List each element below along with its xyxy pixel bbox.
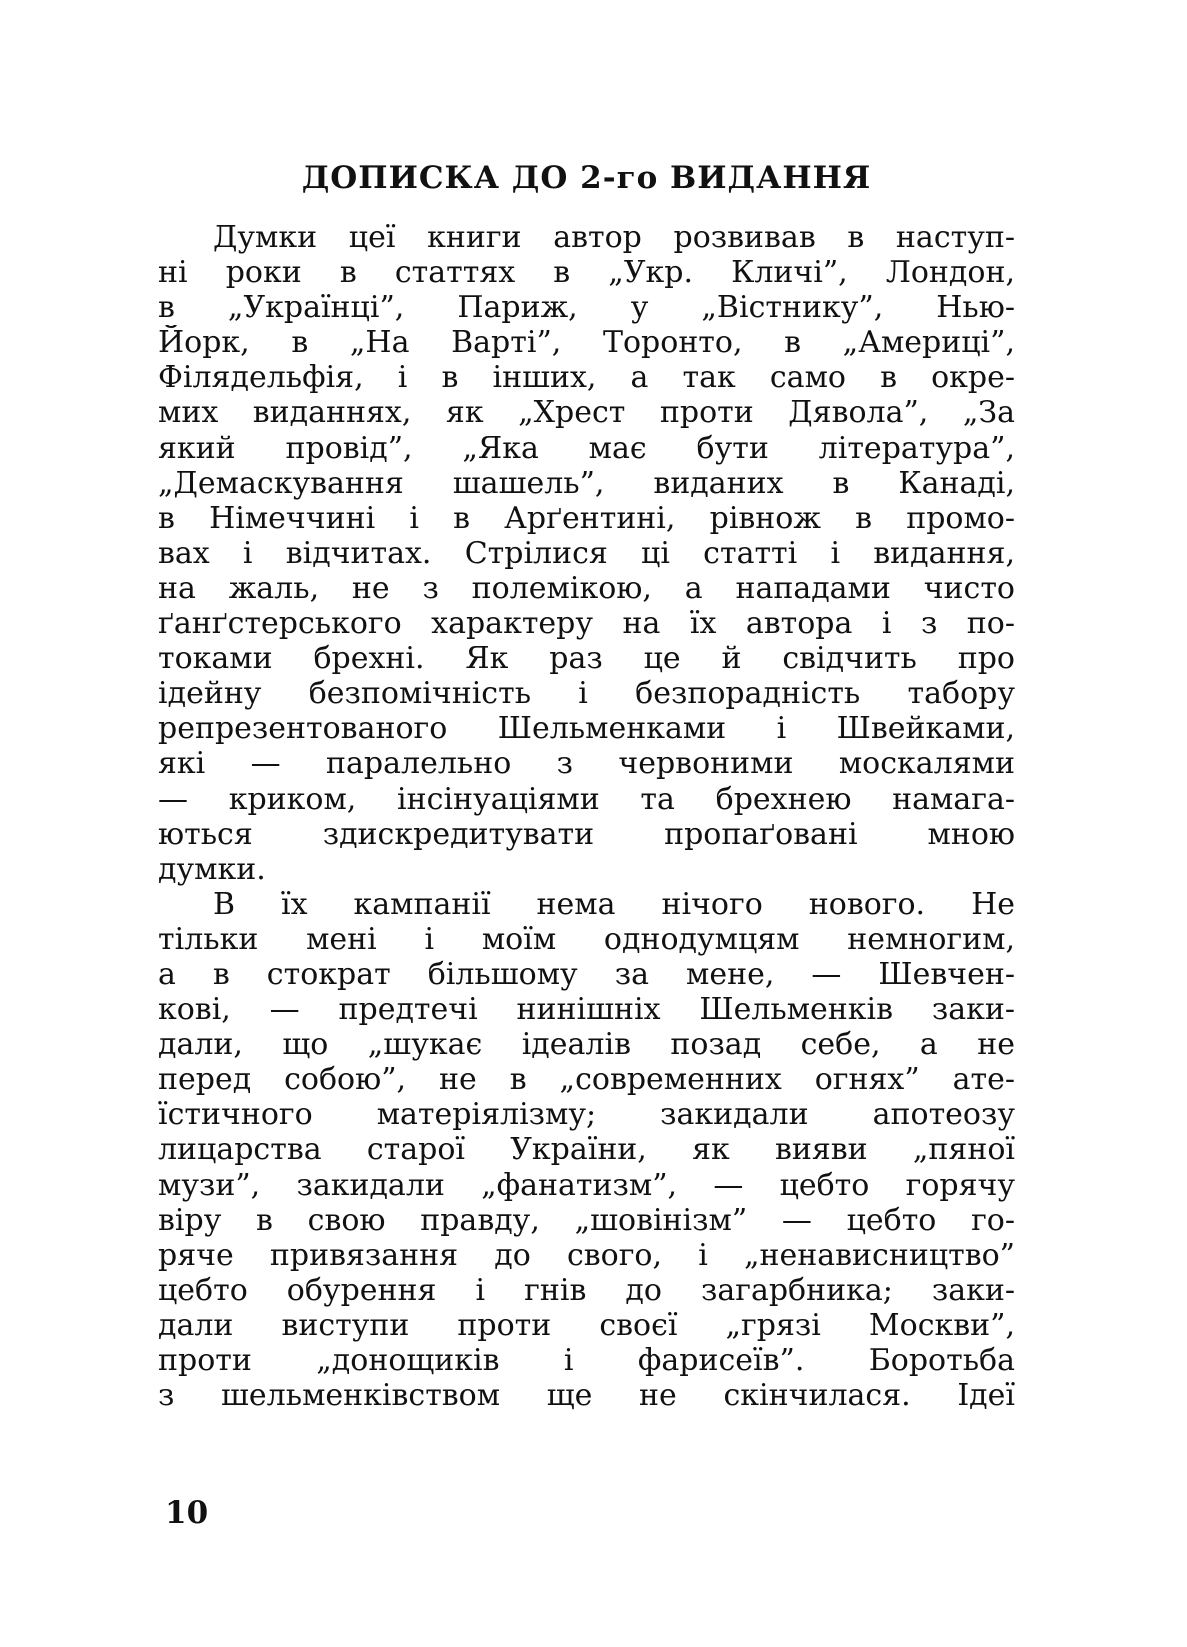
text-line: а в стократ більшому за мене, — Шевчен-	[158, 956, 1015, 992]
text-line: Йорк, в „На Варті”, Торонто, в „Америці”,	[158, 325, 1015, 361]
text-line: в Німеччині і в Арґентині, рівнож в промо-	[158, 500, 1015, 536]
text-line: який провід”, „Яка має бути література”,	[158, 430, 1015, 466]
text-line: вах і відчитах. Стрілися ці статті і видання,	[158, 535, 1015, 571]
text-line: репрезентованого Шельменками і Швейками,	[158, 711, 1015, 747]
text-line: віру в свою правду, „шовінізм” — цебто го-	[158, 1202, 1015, 1238]
text-line: мих виданнях, як „Хрест проти Дявола”, „За	[158, 395, 1015, 431]
text-line: їстичного матеріялізму; закидали апотеозу	[158, 1097, 1015, 1133]
page-title: ДОПИСКА ДО 2-го ВИДАННЯ	[301, 160, 872, 196]
text-line: музи”, закидали „фанатизм”, — цебто горячу	[158, 1167, 1015, 1203]
text-line: Філядельфія, і в інших, а так само в окре-	[158, 360, 1015, 396]
text-line: ються здискредитувати пропаґовані мною	[158, 816, 1015, 852]
page-number: 10	[165, 1495, 209, 1531]
text-line: „Демаскування шашель”, виданих в Канаді,	[158, 465, 1015, 501]
text-line: з шельменківством ще не скінчилася. Ідеї	[158, 1378, 1015, 1414]
text-line: токами брехні. Як раз це й свідчить про	[158, 641, 1015, 677]
paragraph-1	[158, 220, 1015, 887]
text-line: лицарства старої України, як вияви „пяної	[158, 1132, 1015, 1168]
body-text	[158, 220, 1015, 1413]
text-line: перед собою”, не в „современних огнях” ате-	[158, 1062, 1015, 1098]
text-line: ні роки в статтях в „Укр. Кличі”, Лондон,	[158, 255, 1015, 291]
text-line: цебто обурення і гнів до загарбника; заки-	[158, 1272, 1015, 1308]
text-line: ідейну безпомічність і безпорадність табору	[158, 676, 1015, 712]
text-line: які — паралельно з червоними москалями	[158, 746, 1015, 782]
text-line: В їх кампанії нема нічого нового. Не	[213, 886, 1015, 922]
text-line: на жаль, не з полемікою, а нападами чисто	[158, 570, 1015, 606]
text-line: в „Українці”, Париж, у „Вістнику”, Нью-	[158, 290, 1015, 326]
paragraph-2	[158, 887, 1015, 1413]
text-line: дали виступи проти своєї „грязі Москви”,	[158, 1307, 1015, 1343]
text-line: Думки цеї книги автор розвивав в наступ-	[213, 220, 1015, 255]
text-line: ґанґстерського характеру на їх автора і з по-	[158, 606, 1015, 642]
text-line: ряче привязання до свого, і „ненависництво”	[158, 1237, 1015, 1273]
text-line: — криком, інсінуаціями та брехнею намага-	[158, 781, 1015, 817]
text-line: кові, — предтечі нинішніх Шельменків заки-	[158, 992, 1015, 1028]
text-line: дали, що „шукає ідеалів позад себе, а не	[158, 1027, 1015, 1063]
text-line: думки.	[158, 851, 266, 887]
text-line: проти „донощиків і фарисеїв”. Боротьба	[158, 1343, 1015, 1378]
text-line: тільки мені і моїм однодумцям немногим,	[158, 921, 1015, 957]
